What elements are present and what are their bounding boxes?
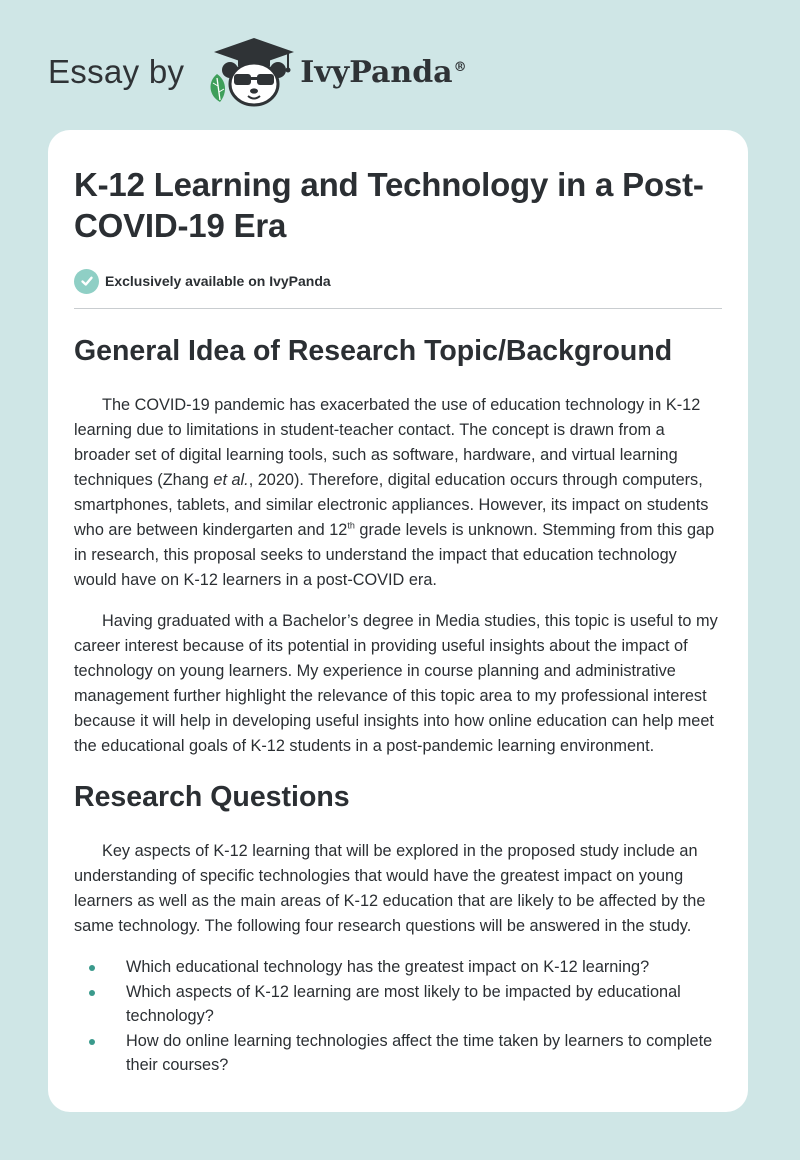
exclusive-badge — [74, 268, 722, 294]
brand-name-text: IvyPanda — [300, 54, 453, 90]
list-item — [74, 955, 722, 980]
bullet-dot — [89, 1039, 95, 1045]
brand-name[interactable] — [300, 55, 466, 90]
paragraph-background-1 — [74, 393, 722, 593]
paragraph-research-questions: Key aspects of K-12 learning that will be explored in the proposed study include an understanding of specific technologies that would have the greatest impact on young learners as well as the main areas of K-12 education that are likely to be affected by the same technology. The following four research questions will be answered in the study. — [74, 842, 706, 935]
superscript: th — [347, 520, 355, 531]
section-heading-research-questions: Research Questions — [74, 781, 350, 813]
essay-by-label: Essay by — [48, 53, 185, 90]
exclusive-badge-text: Exclusively available on IvyPanda — [105, 273, 331, 289]
text-span: grade levels is unknown. Stemming from this gap in research, this proposal seeks to understand the impact that education technology would have on K-12 learners in a post-COVID era. — [74, 521, 715, 589]
divider — [74, 308, 722, 309]
italic-citation: et al. — [213, 471, 249, 489]
bullet-dot — [89, 990, 95, 996]
bullet-dot — [89, 965, 95, 971]
list-item-text: Which educational technology has the greatest impact on K-12 learning? — [126, 958, 650, 976]
list-item — [74, 980, 722, 1029]
page-title: K-12 Learning and Technology in a Post-COVID-19 Era — [74, 166, 704, 244]
panda-graduation-cap-logo[interactable] — [200, 34, 296, 110]
site-header — [48, 34, 467, 110]
check-icon — [74, 269, 99, 294]
essay-card — [48, 130, 748, 1112]
paragraph-background-2: Having graduated with a Bachelor’s degree in Media studies, this topic is useful to my career interest because of its potential in providing useful insights about the impact of technology on young learners. My experience in course planning and administrative management further highlight the relevance of this topic area to my professional interest because it will help in developing useful insights into how online education can help meet the educational goals of K-12 students in a post-pandemic learning environment. — [74, 612, 718, 755]
list-item — [74, 1029, 722, 1078]
section-heading-background: General Idea of Research Topic/Background — [74, 335, 673, 367]
text-span: The COVID-19 pandemic has exacerbated the use of education technology in K-12 learning due to limitations in student-teacher contact. The concept is drawn from a broader set of digital learning tools, such as software, hardware, and virtual learning techniques (Zhang — [74, 396, 701, 489]
registered-mark: ® — [453, 59, 467, 75]
research-questions-list — [74, 955, 722, 1078]
text-span: , 2020). Therefore, digital education occurs through computers, smartphones, tablets, and similar electronic appliances. However, its impact on students who are between kindergarten and 12 — [74, 471, 709, 539]
list-item-text: Which aspects of K-12 learning are most likely to be impacted by educational technology? — [126, 982, 681, 1025]
list-item-text: How do online learning technologies affect the time taken by learners to complete their courses? — [126, 1031, 713, 1074]
